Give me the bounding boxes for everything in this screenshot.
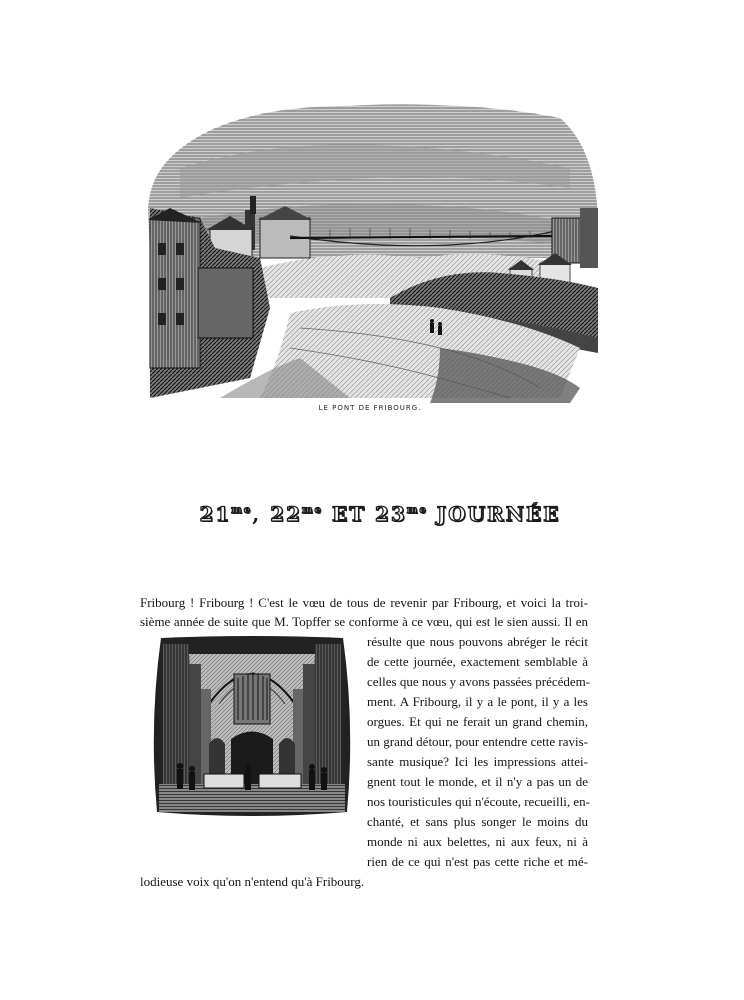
body-line-12: chanté, et sans plus songer le moins du	[367, 814, 588, 829]
heading-separator: ,	[252, 502, 271, 526]
ordinal-suffix-22: me	[302, 505, 323, 516]
day-number-23: 23	[375, 502, 407, 526]
ordinal-suffix-21: me	[231, 505, 253, 516]
body-line-10: gnent tout le monde, et il n'y a pas un de	[367, 774, 588, 789]
heading-conjunction: ET	[322, 502, 376, 526]
heading-title-word: JOURNÉE	[427, 502, 561, 526]
body-line-4: de cette journée, exactement semblable à	[367, 654, 588, 669]
bridge-engraving	[140, 98, 600, 403]
body-line-8: un grand détour, pour entendre cette ravis-	[367, 734, 588, 749]
body-line-6: ment. A Fribourg, il y a le pont, il y a les	[367, 694, 588, 709]
body-line-14: rien de ce qui n'est pas cette riche et mé-	[367, 854, 588, 869]
body-line-1: Fribourg ! Fribourg ! C'est le vœu de tous de revenir par Fribourg, et voici la troi-	[140, 595, 588, 610]
body-line-11: nos touristicules qui n'écoute, recueilli, en-	[367, 794, 590, 809]
body-line-7: orgues. Et qui ne ferait un grand chemin,	[367, 714, 588, 729]
illustration-caption: LE PONT DE FRIBOURG.	[318, 404, 422, 412]
body-line-5: celles que nous y avons passées précédem-	[367, 674, 591, 689]
body-line-15: lodieuse voix qu'on n'entend qu'à Fribourg.	[140, 874, 365, 889]
body-line-9: sante musique? Ici les impressions attei-	[367, 754, 588, 769]
body-line-13: monde ni aux belettes, ni aux feux, ni à	[367, 834, 588, 849]
ordinal-suffix-23: me	[406, 505, 428, 516]
day-number-21: 21	[199, 502, 232, 526]
chapter-heading	[150, 502, 610, 526]
cathedral-interior-engraving	[149, 634, 355, 819]
day-number-22: 22	[270, 502, 303, 526]
body-line-2: sième année de suite que M. Topffer se conforme à ce vœu, qui est le sien aussi. Il en	[140, 614, 588, 629]
body-line-3: résulte que nous pouvons abréger le récit	[367, 634, 588, 649]
